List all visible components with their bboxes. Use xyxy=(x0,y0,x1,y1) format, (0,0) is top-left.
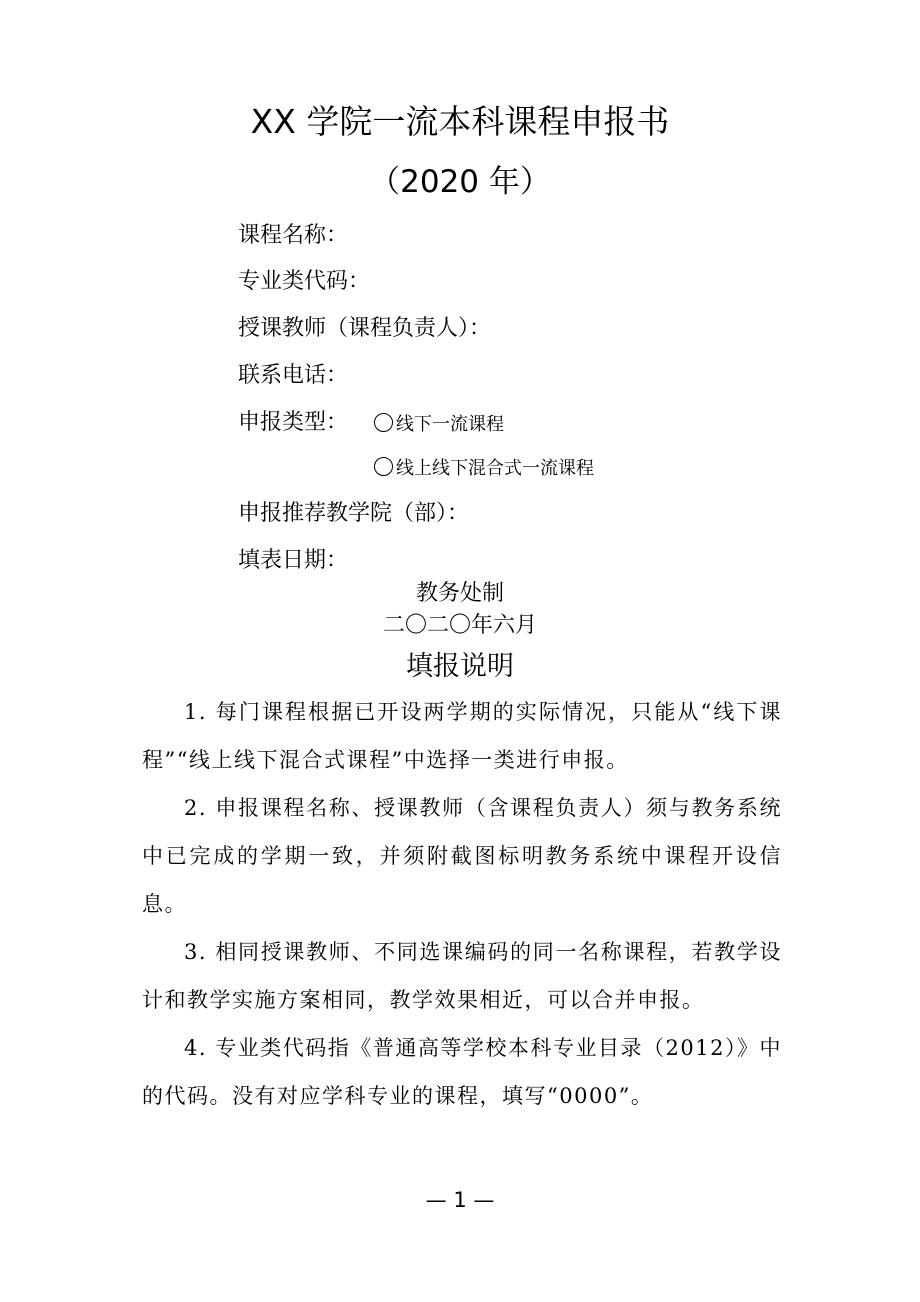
instruction-item-3: 3. 相同授课教师、不同选课编码的同一名称课程，若教学设计和教学实施方案相同，教学效果相近，可以合并申报。 xyxy=(142,940,782,1012)
option-offline-course[interactable] xyxy=(374,410,504,436)
option-blended-course[interactable] xyxy=(374,454,594,480)
option-label: 线上线下混合式一流课程 xyxy=(396,458,594,479)
document-title: XX 学院一流本科课程申报书 xyxy=(250,102,670,141)
page-number: — 1 — xyxy=(425,1188,495,1212)
instructions-title: 填报说明 xyxy=(406,651,514,682)
field-recommend-school: 申报推荐教学院（部）： xyxy=(238,501,470,526)
radio-circle-icon[interactable] xyxy=(374,413,393,432)
radio-circle-icon[interactable] xyxy=(374,457,393,476)
instruction-item-1: 1. 每门课程根据已开设两学期的实际情况，只能从“线下课程”“线上线下混合式课程”中选择一类进行申报。 xyxy=(142,700,782,772)
document-year: （2020 年） xyxy=(369,164,551,200)
option-label: 线下一流课程 xyxy=(396,414,504,435)
field-apply-type: 申报类型： xyxy=(238,410,349,435)
instruction-item-4: 4. 专业类代码指《普通高等学校本科专业目录（2012）》中的代码。没有对应学科专业的课程，填写“0000”。 xyxy=(142,1036,782,1108)
field-course-name: 课程名称： xyxy=(238,223,349,248)
field-phone: 联系电话： xyxy=(238,363,349,388)
field-teacher: 授课教师（课程负责人）： xyxy=(238,316,492,341)
issuer: 教务处制 xyxy=(415,581,504,606)
field-fill-date: 填表日期： xyxy=(238,548,349,573)
field-major-code: 专业类代码： xyxy=(238,269,371,294)
issue-date: 二〇二〇年六月 xyxy=(382,613,537,638)
instruction-item-2: 2. 申报课程名称、授课教师（含课程负责人）须与教务系统中已完成的学期一致，并须附截图标明教务系统中课程开设信息。 xyxy=(142,796,782,916)
